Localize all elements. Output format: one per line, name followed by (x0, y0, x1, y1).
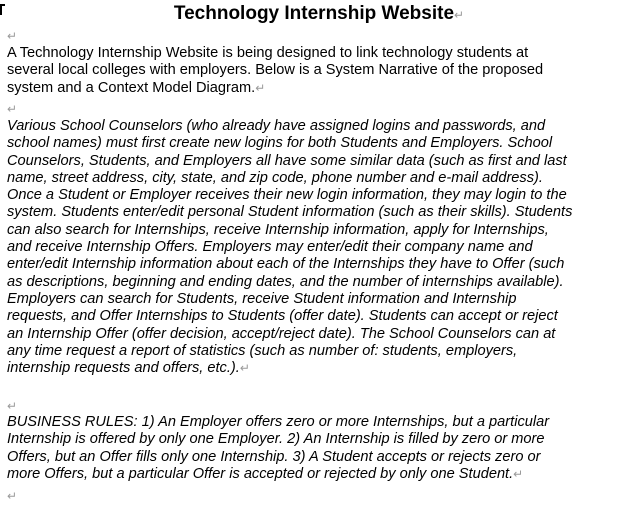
blank-paragraph (7, 100, 17, 117)
intro-paragraph (7, 45, 635, 97)
narrative-line: enter/edit Internship information about each of the Internships they have to Offer (such (7, 256, 565, 273)
blank-paragraph (7, 27, 17, 44)
narrative-line: Counselors, Students, and Employers all have some similar data (such as first and last (7, 152, 567, 169)
system-narrative-paragraph (7, 118, 635, 377)
intro-line: A Technology Internship Website is being designed to link technology students at (7, 45, 529, 61)
business-rules-paragraph (7, 414, 635, 483)
paragraph-mark-icon: ↵ (7, 29, 18, 43)
paragraph-mark-icon: ↵ (454, 8, 465, 22)
paragraph-mark-icon: ↵ (7, 489, 18, 503)
narrative-line: school names) must first create new logins for both Students and Employers. School (7, 135, 553, 152)
narrative-line: any time request a report of statistics (such as number of: students, employers, (7, 342, 518, 359)
narrative-line: an Internship Offer (offer decision, accept/reject date). The School Counselors can at (7, 325, 556, 342)
narrative-line: requests, and Offer Internships to Students (offer date). Students can accept or reject (7, 308, 558, 325)
narrative-line-text: internship requests and offers, etc.). (7, 360, 240, 377)
intro-line-text: system and a Context Model Diagram. (7, 79, 256, 96)
business-rule-line: Offers, but an Offer fills only one Internship. 3) A Student accepts or rejects zero or (7, 448, 541, 465)
narrative-line: as descriptions, beginning and ending dates, and the number of internships available). (7, 273, 564, 290)
narrative-line: Employers can search for Students, receive Student information and Internship (7, 290, 517, 307)
narrative-line: can also search for Internships, receive Internship information, apply for Internships, (7, 221, 549, 238)
intro-line: several local colleges with employers. Below is a System Narrative of the proposed (7, 62, 544, 79)
business-rule-line (7, 466, 635, 483)
document-title (0, 2, 638, 27)
paragraph-mark-icon: ↵ (7, 399, 18, 413)
business-rule-line: Internship is offered by only one Employer. 2) An Internship is filled by zero or more (7, 431, 545, 448)
narrative-line: and receive Internship Offers. Employers may enter/edit their company name and (7, 239, 533, 256)
blank-paragraph (7, 487, 17, 504)
narrative-line: Once a Student or Employer receives their new login information, they may login to the (7, 187, 567, 204)
document-title-text: Technology Internship Website (173, 3, 455, 24)
narrative-line: system. Students enter/edit personal Student information (such as their skills). Students (7, 204, 573, 221)
business-rule-line: BUSINESS RULES: 1) An Employer offers zero or more Internships, but a particular (7, 414, 550, 430)
narrative-line: Various School Counselors (who already have assigned logins and passwords, and (7, 118, 546, 134)
paragraph-mark-icon: ↵ (513, 466, 524, 481)
paragraph-mark-icon: ↵ (239, 361, 250, 376)
paragraph-mark-icon: ↵ (7, 102, 18, 116)
blank-paragraph (7, 397, 17, 414)
paragraph-mark-icon: ↵ (255, 80, 266, 95)
narrative-line (7, 360, 635, 377)
business-rule-line-text: more Offers, but a particular Offer is accepted or rejected by only one Student. (7, 465, 514, 482)
intro-line (7, 80, 635, 97)
narrative-line: name, street address, city, state, and zip code, phone number and e-mail address). (7, 169, 543, 186)
